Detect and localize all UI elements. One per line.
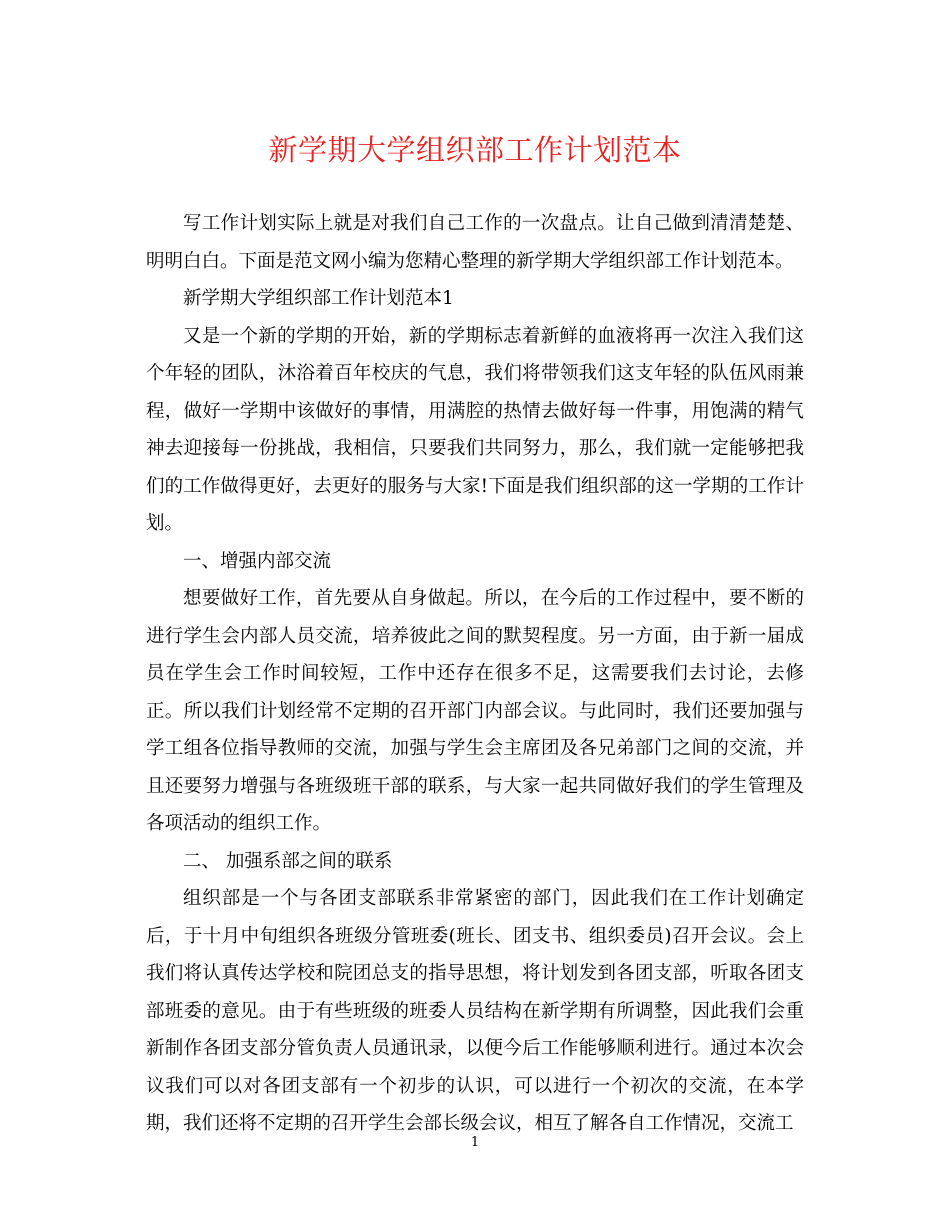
section-heading-department-liaison: 二、 加强系部之间的联系: [183, 850, 393, 872]
body-paragraph: 又是一个新的学期的开始，新的学期标志着新鲜的血液将再一次注入我们这个年轻的团队，沐浴着百年校庆的气息，我们将带领我们这支年轻的队伍风雨兼程，做好一学期中该做好的事情，用满腔的热情去做好每一件事，用饱满的精气神去迎接每一份挑战，我相信，只要我们共同努力，那么，我们就一定能够把我们的工作做得更好，去更好的服务与大家!下面是我们组织部的这一学期的工作计划。: [146, 325, 804, 534]
section-heading-internal-communication: 一、增强内部交流: [183, 550, 332, 572]
document-body: [146, 205, 804, 1143]
intro-paragraph: 写工作计划实际上就是对我们自己工作的一次盘点。让自己做到清清楚楚、明明白白。下面是范文网小编为您精心整理的新学期大学组织部工作计划范本。: [146, 213, 804, 272]
page-number: 1: [470, 1135, 480, 1150]
document-title: 新学期大学组织部工作计划范本: [268, 133, 682, 167]
body-paragraph: 想要做好工作，首先要从自身做起。所以，在今后的工作过程中，要不断的进行学生会内部人员交流，培养彼此之间的默契程度。另一方面，由于新一届成员在学生会工作时间较短，工作中还存在很多不足，这需要我们去讨论，去修正。所以我们计划经常不定期的召开部门内部会议。与此同时，我们还要加强与学工组各位指导教师的交流，加强与学生会主席团及各兄弟部门之间的交流，并且还要努力增强与各班级班干部的联系，与大家一起共同做好我们的学生管理及各项活动的组织工作。: [146, 588, 804, 834]
section-heading-sample-1: 新学期大学组织部工作计划范本1: [183, 288, 454, 309]
body-paragraph: 组织部是一个与各团支部联系非常紧密的部门，因此我们在工作计划确定后，于十月中旬组织各班级分管班委(班长、团支书、组织委员)召开会议。会上我们将认真传达学校和院团总支的指导思想，将计划发到各团支部，听取各团支部班委的意见。由于有些班级的班委人员结构在新学期有所调整，因此我们会重新制作各团支部分管负责人员通讯录，以便今后工作能够顺利进行。通过本次会议我们可以对各团支部有一个初步的认识，可以进行一个初次的交流，在本学期，我们还将不定期的召开学生会部长级会议，相互了解各自工作情况，交流工: [146, 888, 804, 1134]
